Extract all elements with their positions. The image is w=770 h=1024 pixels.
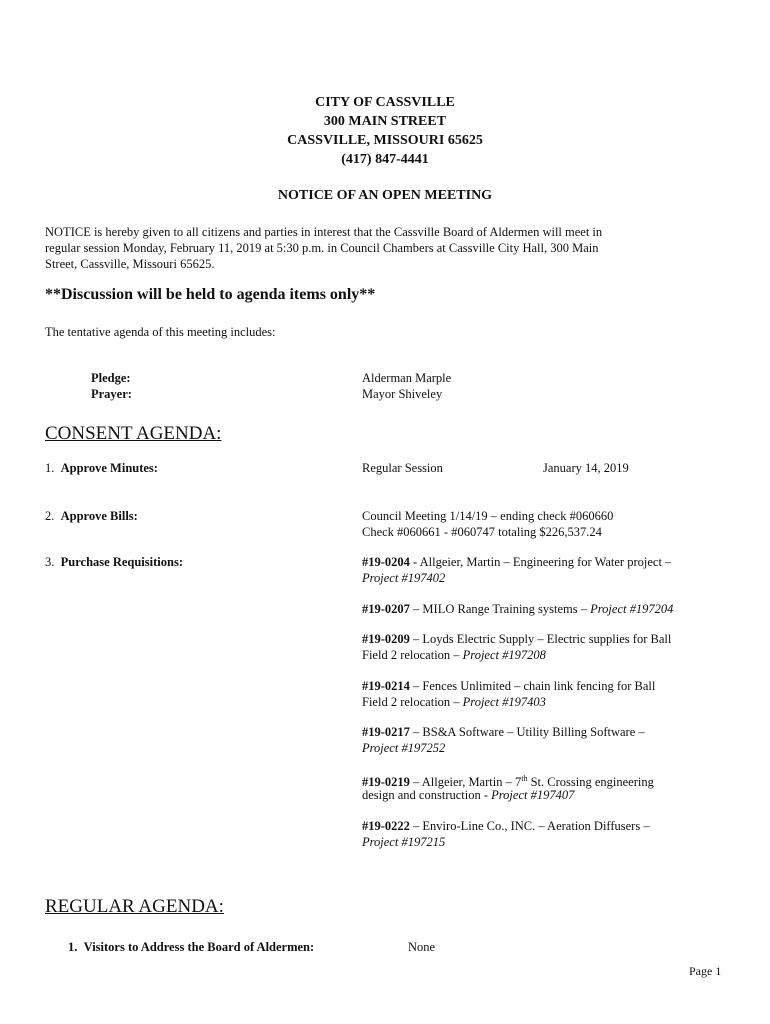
item-number: 3. [45, 555, 55, 569]
phone-number: (417) 847-4441 [341, 152, 429, 167]
consent-agenda-heading: CONSENT AGENDA: [45, 423, 222, 444]
city-state-zip: CASSVILLE, MISSOURI 65625 [287, 133, 483, 148]
requisition-3-line-2: Field 2 relocation – Project #197208 [362, 648, 546, 662]
intro-line-2: regular session Monday, February 11, 2019 at 5:30 p.m. in Council Chambers at Cassville City Hall, 300 Main [45, 241, 599, 255]
item-label: Approve Minutes: [60, 461, 158, 475]
pledge-label: Pledge: [91, 371, 131, 385]
regular-item-1 [68, 939, 314, 955]
requisition-6-line-2: design and construction - Project #197407 [362, 788, 575, 802]
requisition-3: #19-0209 – Loyds Electric Supply – Electric supplies for Ball [362, 632, 672, 646]
prayer-value: Mayor Shiveley [362, 387, 443, 401]
page-number: Page 1 [689, 964, 722, 978]
consent-item-1 [45, 460, 158, 476]
consent-item-2 [45, 508, 138, 524]
consent-item-3 [45, 554, 183, 570]
requisition-6: #19-0219 – Allgeier, Martin – 7th St. Crossing engineering [362, 774, 654, 790]
requisition-1: #19-0204 - Allgeier, Martin – Engineering for Water project – [362, 555, 672, 569]
requisition-1-project: Project #197402 [362, 571, 446, 585]
item-label: Approve Bills: [60, 509, 138, 523]
item-label: Visitors to Address the Board of Aldermen: [83, 940, 315, 954]
requisition-4: #19-0214 – Fences Unlimited – chain link fencing for Ball [362, 679, 656, 693]
pledge-value: Alderman Marple [362, 371, 452, 385]
requisition-2: #19-0207 – MILO Range Training systems – Project #197204 [362, 602, 674, 616]
minutes-session: Regular Session [362, 461, 443, 475]
discussion-note: **Discussion will be held to agenda items only** [45, 286, 376, 303]
prayer-label: Prayer: [91, 387, 132, 401]
item-label: Purchase Requisitions: [60, 555, 183, 569]
regular-agenda-heading: REGULAR AGENDA: [45, 896, 224, 917]
requisition-5: #19-0217 – BS&A Software – Utility Billing Software – [362, 725, 645, 739]
city-name: CITY OF CASSVILLE [315, 95, 455, 110]
bills-line-1: Council Meeting 1/14/19 – ending check #060660 [362, 509, 614, 523]
requisition-5-project: Project #197252 [362, 741, 446, 755]
requisition-7-project: Project #197215 [362, 835, 446, 849]
minutes-date: January 14, 2019 [543, 461, 629, 475]
notice-title: NOTICE OF AN OPEN MEETING [277, 188, 493, 203]
street-address: 300 MAIN STREET [323, 114, 447, 129]
item-number: 1. [68, 940, 78, 954]
item-number: 2. [45, 509, 55, 523]
item-number: 1. [45, 461, 55, 475]
intro-line-3: Street, Cassville, Missouri 65625. [45, 257, 215, 271]
intro-line-1: NOTICE is hereby given to all citizens and parties in interest that the Cassville Board of Aldermen will meet in [45, 225, 603, 239]
visitors-value: None [408, 940, 436, 954]
tentative-agenda-text: The tentative agenda of this meeting includes: [45, 325, 276, 339]
requisition-4-line-2: Field 2 relocation – Project #197403 [362, 695, 546, 709]
requisition-7: #19-0222 – Enviro-Line Co., INC. – Aeration Diffusers – [362, 819, 650, 833]
bills-line-2: Check #060661 - #060747 totaling $226,537.24 [362, 525, 602, 539]
